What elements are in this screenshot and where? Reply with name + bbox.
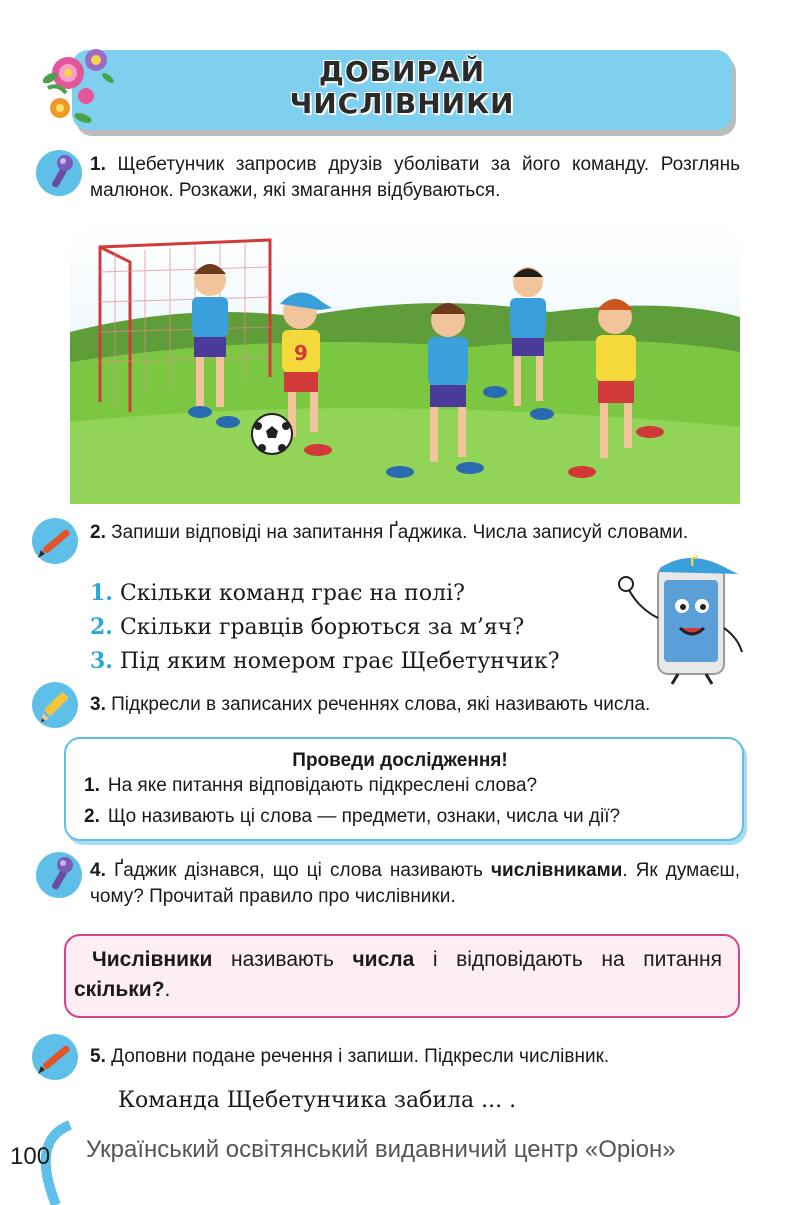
research-item-text: На яке питання відповідають підкреслені слова? (107, 775, 538, 796)
task4-keyword: числівниками (491, 860, 623, 881)
task5-body: Доповни подане речення і запиши. Підкресли числівник. (111, 1046, 610, 1067)
research-item-text: Що називають ці слова — предмети, ознаки, числа чи дії? (107, 806, 621, 827)
rule-text-part: і відповідають на питання (414, 948, 722, 971)
question-item (90, 644, 560, 678)
rule-term: Числівники (92, 948, 213, 971)
task3-pencil-icon (32, 682, 78, 728)
task2-text (90, 520, 690, 546)
task1-text (90, 152, 740, 204)
question-number: 1. (90, 580, 113, 606)
football-ball (252, 414, 292, 454)
task4-body-end: . Як думаєш, чому? Прочитай правило про числівники. (90, 860, 741, 907)
question-text: Під яким номером грає Щебетунчик? (119, 649, 560, 674)
task5-text (90, 1044, 750, 1070)
page-number: 100 (10, 1143, 51, 1170)
task3-text (90, 692, 750, 718)
task4-microphone-icon (36, 852, 82, 898)
task2-pen-icon (32, 518, 78, 564)
question-item (90, 610, 560, 644)
rule-text-part: називають (212, 948, 353, 971)
task4-text (90, 858, 740, 910)
research-item-number: 2. (84, 806, 100, 827)
task1-microphone-icon (36, 150, 82, 196)
task5-sentence: Команда Щебетунчика забила ... . (118, 1088, 517, 1113)
task1-number: 1. (90, 154, 106, 175)
football-illustration (70, 222, 740, 504)
question-number: 2. (90, 614, 113, 640)
question-text: Скільки команд грає на полі? (119, 581, 465, 606)
research-item-number: 1. (84, 775, 100, 796)
task1-body: Щебетунчик запросив друзів уболівати за його команду. Розглянь малюнок. Розкажи, які змагання відбуваються. (90, 154, 740, 201)
question-number: 3. (90, 648, 113, 674)
research-item (84, 775, 537, 797)
task2-body: Запиши відповіді на запитання Ґаджика. Числа записуй словами. (111, 522, 689, 543)
task3-body: Підкресли в записаних реченнях слова, які називають числа. (111, 694, 651, 715)
task3-number: 3. (90, 694, 106, 715)
task5-pen-icon (32, 1034, 78, 1080)
task5-number: 5. (90, 1046, 106, 1067)
rule-keyword-question: скільки? (74, 978, 165, 1001)
publisher-line: Український освітянський видавничий центр «Оріон» (86, 1136, 676, 1163)
rule-keyword-numbers: числа (352, 948, 415, 971)
research-item (84, 806, 620, 828)
rule-text-part: . (164, 978, 171, 1001)
page-title (72, 56, 732, 120)
title-line-2: ЧИСЛІВНИКИ (289, 87, 515, 120)
task2-number: 2. (90, 522, 106, 543)
rule-text (74, 945, 722, 1005)
title-line-1: ДОБИРАЙ (318, 55, 486, 88)
shirt-number: 9 (294, 341, 308, 365)
question-item (90, 576, 560, 610)
gadget-cap-letter: Ґ (690, 555, 698, 569)
question-text: Скільки гравців борються за м’яч? (119, 615, 525, 640)
research-title: Проведи дослідження! (292, 750, 508, 771)
task4-number: 4. (90, 860, 106, 881)
task4-body-start: Ґаджик дізнався, що ці слова називають (113, 860, 483, 881)
question-list (90, 576, 560, 678)
gadget-phone-character-icon (598, 548, 748, 686)
